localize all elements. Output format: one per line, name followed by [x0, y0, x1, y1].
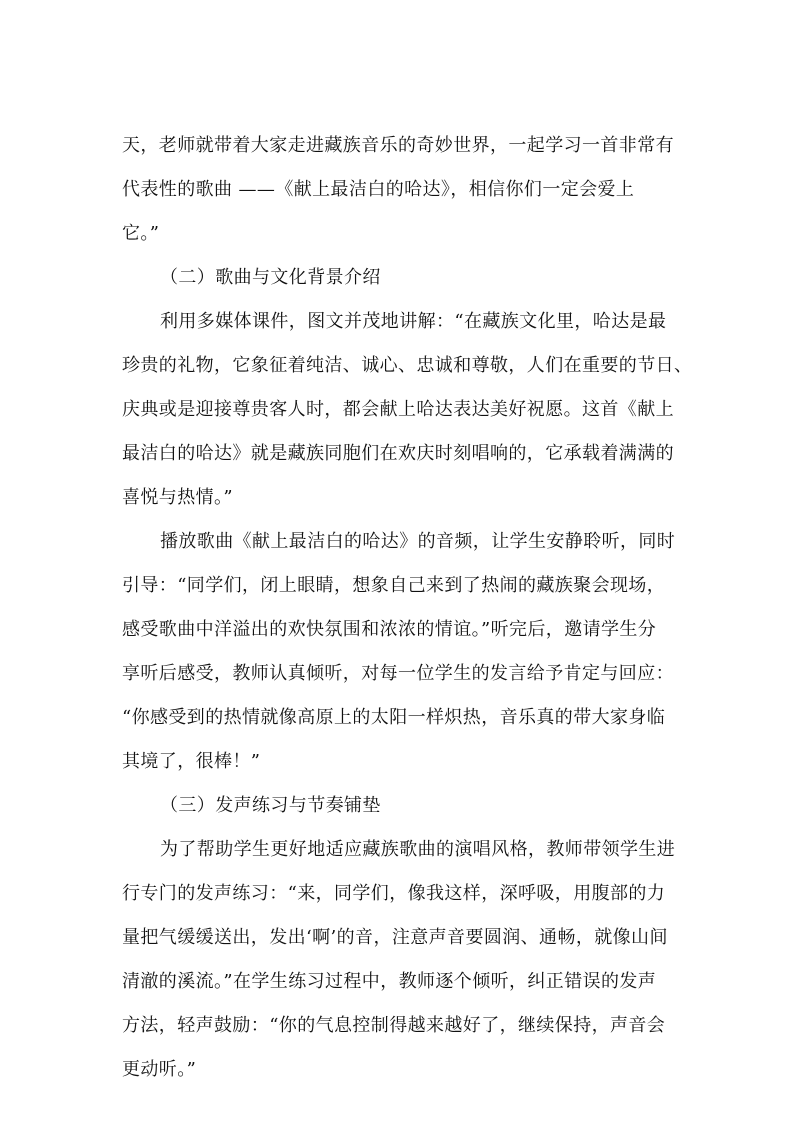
- paragraph-line: 播放歌曲《献上最洁白的哈达》的音频，让学生安静聆听，同时: [160, 531, 676, 552]
- section-heading: （三）发声练习与节奏铺垫: [160, 795, 381, 816]
- section-heading: （二）歌曲与文化背景介绍: [160, 267, 381, 288]
- paragraph-line: 为了帮助学生更好地适应藏族歌曲的演唱风格，教师带领学生进: [160, 839, 676, 860]
- paragraph-line: 天，老师就带着大家走进藏族音乐的奇妙世界，一起学习一首非常有: [122, 135, 674, 156]
- paragraph-line: 喜悦与热情。”: [122, 487, 234, 508]
- paragraph-line: 方法，轻声鼓励：“你的气息控制得越来越好了，继续保持，声音会: [122, 1015, 666, 1036]
- paragraph-line: “你感受到的热情就像高原上的太阳一样炽热，音乐真的带大家身临: [122, 707, 666, 728]
- paragraph-line: 其境了，很棒！”: [122, 751, 261, 772]
- paragraph-line: 庆典或是迎接尊贵客人时，都会献上哈达表达美好祝愿。这首《献上: [122, 399, 674, 420]
- paragraph-line: 引导：“同学们，闭上眼睛，想象自己来到了热闹的藏族聚会现场，: [122, 575, 666, 596]
- paragraph-line: 量把气缓缓送出，发出‘啊’的音，注意声音要圆润、通畅，就像山间: [122, 927, 668, 948]
- paragraph-line: 清澈的溪流。”在学生练习过程中，教师逐个倾听，纠正错误的发声: [122, 971, 657, 992]
- paragraph-line: 它。”: [122, 223, 160, 244]
- paragraph-line: 享听后感受，教师认真倾听，对每一位学生的发言给予肯定与回应：: [122, 663, 674, 684]
- paragraph-line: 珍贵的礼物，它象征着纯洁、诚心、忠诚和尊敬，人们在重要的节日、: [122, 355, 693, 376]
- paragraph-line: 更动听。”: [122, 1059, 197, 1080]
- paragraph-line: 利用多媒体课件，图文并茂地讲解：“在藏族文化里，哈达是最: [160, 311, 667, 332]
- paragraph-line: 代表性的歌曲 ——《献上最洁白的哈达》，相信你们一定会爱上: [122, 179, 635, 200]
- paragraph-line: 感受歌曲中洋溢出的欢快氛围和浓浓的情谊。”听完后，邀请学生分: [122, 619, 657, 640]
- paragraph-line: 最洁白的哈达》就是藏族同胞们在欢庆时刻唱响的，它承载着满满的: [122, 443, 674, 464]
- paragraph-line: 行专门的发声练习：“来，同学们，像我这样，深呼吸，用腹部的力: [122, 883, 666, 904]
